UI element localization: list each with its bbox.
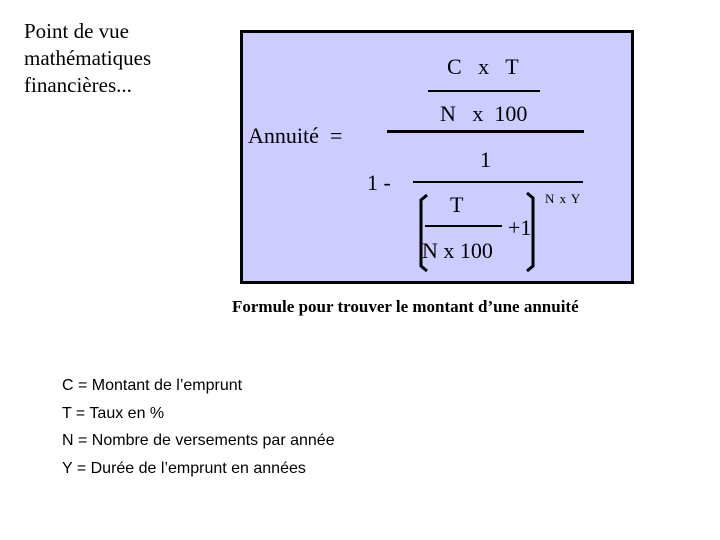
heading-line-3: financières... xyxy=(24,73,132,97)
formula-panel xyxy=(240,30,634,284)
legend-item-n: N = Nombre de versements par année xyxy=(62,432,335,449)
inner-fraction-bar xyxy=(425,225,502,227)
inner-denominator: N x 100 xyxy=(422,238,493,263)
exponent-label: N x Y xyxy=(545,191,582,206)
formula-numerator-bottom: N x 100 xyxy=(440,101,528,126)
formula-caption: Formule pour trouver le montant d’une annuité xyxy=(232,297,579,316)
formula-label: Annuité = xyxy=(248,123,343,148)
legend-item-c: C = Montant de l’emprunt xyxy=(62,377,243,394)
variable-legend xyxy=(62,372,335,482)
legend-item-y: Y = Durée de l’emprunt en années xyxy=(62,459,306,477)
formula-one-minus: 1 - xyxy=(367,170,391,195)
legend-item-t: T = Taux en % xyxy=(62,404,165,422)
slide-heading xyxy=(24,18,224,99)
formula-one: 1 xyxy=(480,147,491,172)
plus-one: +1 xyxy=(508,215,532,240)
heading-line-1: Point de vue xyxy=(24,19,129,43)
heading-line-2: mathématiques xyxy=(24,46,152,70)
formula-numerator-top: C x T xyxy=(447,54,519,79)
inner-numerator: T xyxy=(450,192,464,217)
